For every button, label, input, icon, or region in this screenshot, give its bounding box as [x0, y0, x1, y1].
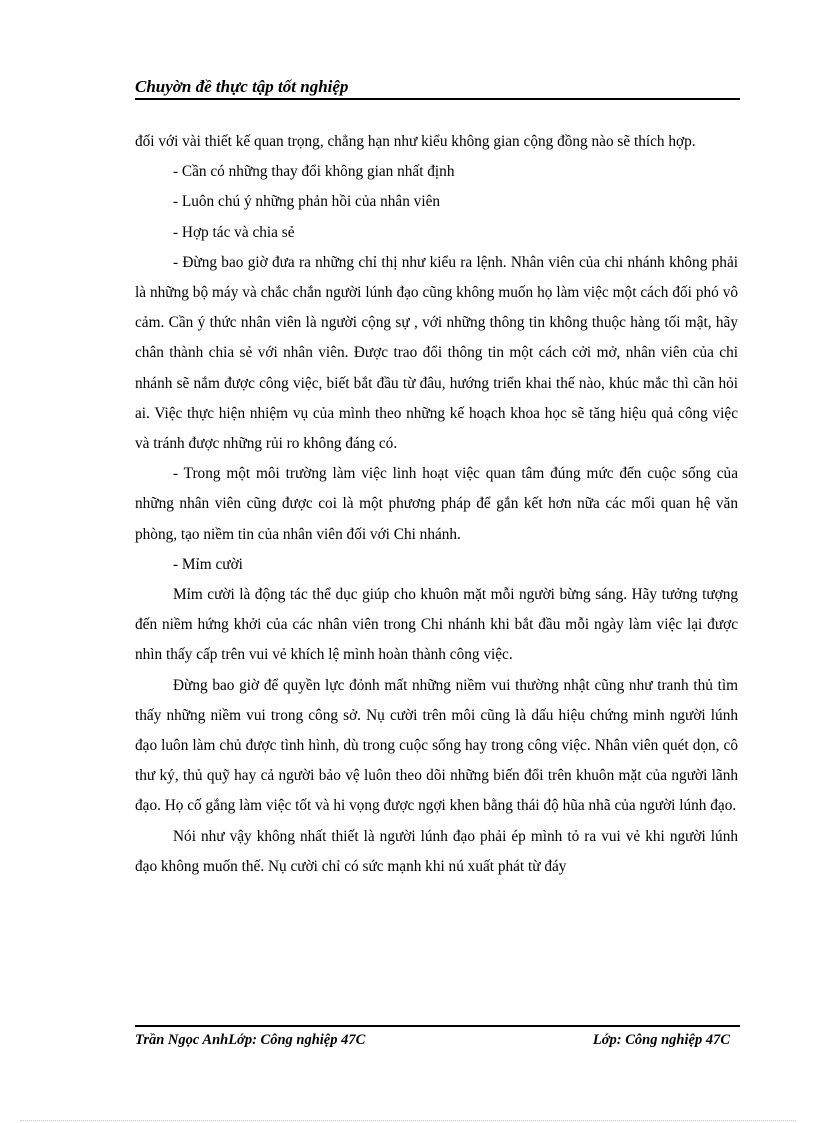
header-title: Chuyờn đề thực tập tốt nghiệp: [135, 77, 349, 96]
bullet-item: - Mỉm cười: [173, 555, 243, 573]
document-body: [135, 127, 738, 882]
header-divider: [135, 98, 740, 100]
paragraph: Mỉm cười là động tác thể dục giúp cho khuôn mặt mỗi người bừng sáng. Hãy tưởng tượng đến niềm hứng khởi của các nhân viên trong Chi nhánh khi bắt đầu mỗi ngày làm việc lại được nhìn thấy cấp trên vui vẻ khích lệ mình hoàn thành công việc.: [135, 586, 738, 664]
footer-divider: [135, 1025, 740, 1027]
bullet-paragraph: - Đừng bao giờ đưa ra những chỉ thị như kiểu ra lệnh. Nhân viên của chi nhánh không phải là những bộ máy và chắc chắn người lúnh đạo cũng không muốn họ làm việc một cách đối phó vô cảm. Cần ý thức nhân viên là người cộng sự , với những thông tin không thuộc hàng tối mật, hãy chân thành chia sẻ với nhân viên. Được trao đổi thông tin một cách cởi mở, nhân viên của chi nhánh sẽ nắm được công việc, biết bắt đầu từ đâu, hướng triển khai thế nào, khúc mắc thì cần hỏi ai. Việc thực hiện nhiệm vụ của mình theo những kế hoạch khoa học sẽ tăng hiệu quả công việc và tránh được những rủi ro không đáng có.: [135, 253, 738, 453]
page-footer: [135, 1030, 740, 1052]
paragraph: Nói như vậy không nhất thiết là người lúnh đạo phải ép mình tỏ ra vui vẻ khi người lúnh đạo không muốn thế. Nụ cười chỉ có sức mạnh khi nú xuất phát từ đáy: [135, 827, 738, 875]
page-edge-divider: [20, 1120, 796, 1121]
bullet-paragraph: - Trong một môi trường làm việc linh hoạt việc quan tâm đúng mức đến cuộc sống của những nhân viên cũng được coi là một phương pháp để gắn kết hơn nữa các mối quan hệ văn phòng, tạo niềm tin của nhân viên đối với Chi nhánh.: [135, 465, 738, 543]
paragraph: Đừng bao giờ để quyền lực đỏnh mất những niềm vui thường nhật cũng như tranh thủ tìm thấy những niềm vui trong công sở. Nụ cười trên môi cũng là dấu hiệu chứng minh người lúnh đạo luôn làm chủ được tình hình, dù trong cuộc sống hay trong công việc. Nhân viên quét dọn, cô thư ký, thủ quỹ hay cả người bảo vệ luôn theo dõi những biến đổi trên khuôn mặt của người lãnh đạo. Họ cố gắng làm việc tốt và hi vọng được ngợi khen bằng thái độ hũa nhã của người lúnh đạo.: [135, 676, 738, 815]
footer-author: Trần Ngọc AnhLớp: Công nghiệp 47C: [135, 1032, 366, 1048]
footer-class: Lớp: Công nghiệp 47C: [592, 1032, 730, 1048]
bullet-item: - Hợp tác và chia sẻ: [173, 223, 295, 241]
bullet-item: - Cần có những thay đổi không gian nhất định: [173, 163, 455, 181]
paragraph: đối với vài thiết kế quan trọng, chẳng hạn như kiểu không gian cộng đồng nào sẽ thích hợp.: [135, 133, 696, 150]
bullet-item: - Luôn chú ý những phản hồi của nhân viên: [173, 193, 441, 211]
page-header: [135, 76, 740, 98]
